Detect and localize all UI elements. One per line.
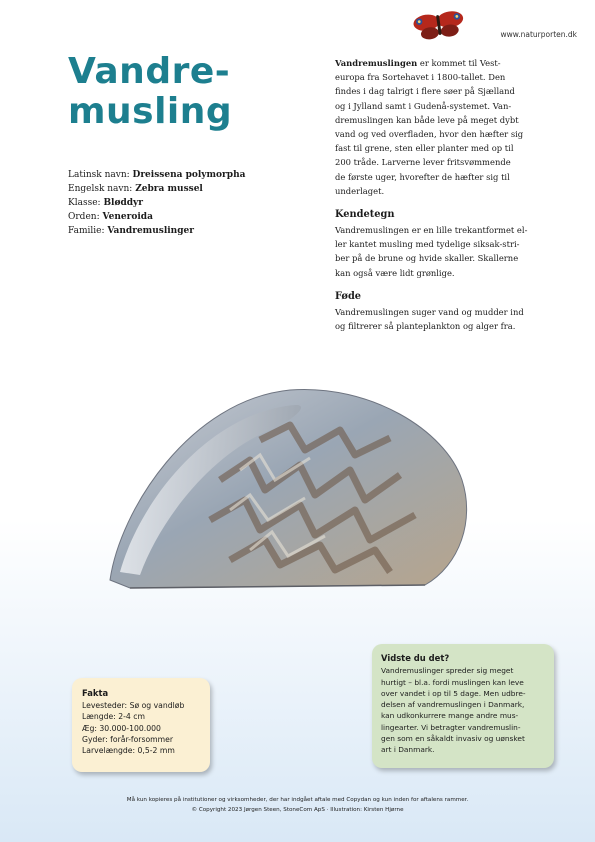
article-body (335, 56, 557, 343)
kendetegn-paragraph: Vandremuslingen er en lille trekantformet el- ler kantet musling med tydelige siksak-stri- ber på de brune og hvide skaller. Skallerne kan også være lidt grønlige. (335, 225, 528, 278)
taxonomy-latin: Latinsk navn: Dreissena polymorpha (68, 170, 246, 180)
did-you-know-line: lingearter. Vi betragter vandremuslin- (381, 722, 521, 732)
did-you-know-line: art i Danmark. (381, 745, 435, 755)
taxonomy-list (68, 168, 318, 238)
copyright: © Copyright 2023 Jørgen Steen, StoneCom ApS · Illustration: Kirsten Hjørne (191, 807, 404, 813)
did-you-know-line: Vandremuslinger spreder sig meget (381, 666, 514, 676)
site-url[interactable]: www.naturporten.dk (500, 30, 577, 39)
mussel-illustration (100, 360, 500, 600)
title-line-2: musling (68, 91, 233, 132)
did-you-know-heading: Vidste du det? (381, 653, 450, 663)
did-you-know-line: delsen af vandremuslingen i Danmark, (381, 700, 525, 710)
title-line-1: Vandre- (68, 51, 231, 92)
did-you-know-line: hurtigt – bl.a. fordi muslingen kan leve (381, 677, 524, 687)
copy-notice: Må kun kopieres på institutioner og virksomheder, der har indgået aftale med Copydan og kun inden for aftalens rammer. (126, 797, 469, 803)
fakta-box (72, 678, 210, 772)
taxonomy-class: Klasse: Bløddyr (68, 198, 144, 208)
did-you-know-box (372, 644, 554, 768)
fakta-length: Længde: 2-4 cm (82, 712, 145, 722)
page-title (68, 52, 288, 132)
fakta-spawning: Gyder: forår-forsommer (82, 734, 174, 744)
did-you-know-line: gen som en såkaldt invasiv og uønsket (381, 734, 525, 744)
fakta-habitat: Levesteder: Sø og vandløb (82, 701, 185, 711)
foede-paragraph: Vandremuslingen suger vand og mudder ind og filtrerer så planteplankton og alger fra. (335, 306, 524, 332)
site-logo[interactable] (407, 10, 577, 44)
fakta-larva-length: Larvelængde: 0,5-2 mm (82, 746, 175, 756)
intro-paragraph: Vandremuslingen er kommet til Vest- europa fra Sortehavet i 1800-tallet. Den findes i dag talrigt i flere søer på Sjælland og i Jylland samt i Gudenå-systemet. Van- dremuslingen kan både leve på meget dybt vand og ved overfladen, hvor den hæfter sig fast til grene, sten eller planter med op til 200 tråde. Larverne lever fritsvømmende de første uger, hvorefter de hæfter sig til underlaget. (335, 58, 524, 196)
kendetegn-heading: Kendetegn (335, 209, 395, 221)
fakta-eggs: Æg: 30.000-100.000 (82, 723, 161, 733)
butterfly-icon (407, 10, 471, 42)
taxonomy-english: Engelsk navn: Zebra mussel (68, 184, 203, 194)
did-you-know-line: kan udkonkurrere mange andre mus- (381, 711, 519, 721)
page-footer (0, 795, 595, 815)
taxonomy-order: Orden: Veneroida (68, 212, 153, 222)
foede-heading: Føde (335, 290, 362, 302)
did-you-know-line: over vandet i op til 5 dage. Men udbre- (381, 688, 526, 698)
fakta-heading: Fakta (82, 688, 109, 698)
taxonomy-family: Familie: Vandremuslinger (68, 226, 194, 236)
